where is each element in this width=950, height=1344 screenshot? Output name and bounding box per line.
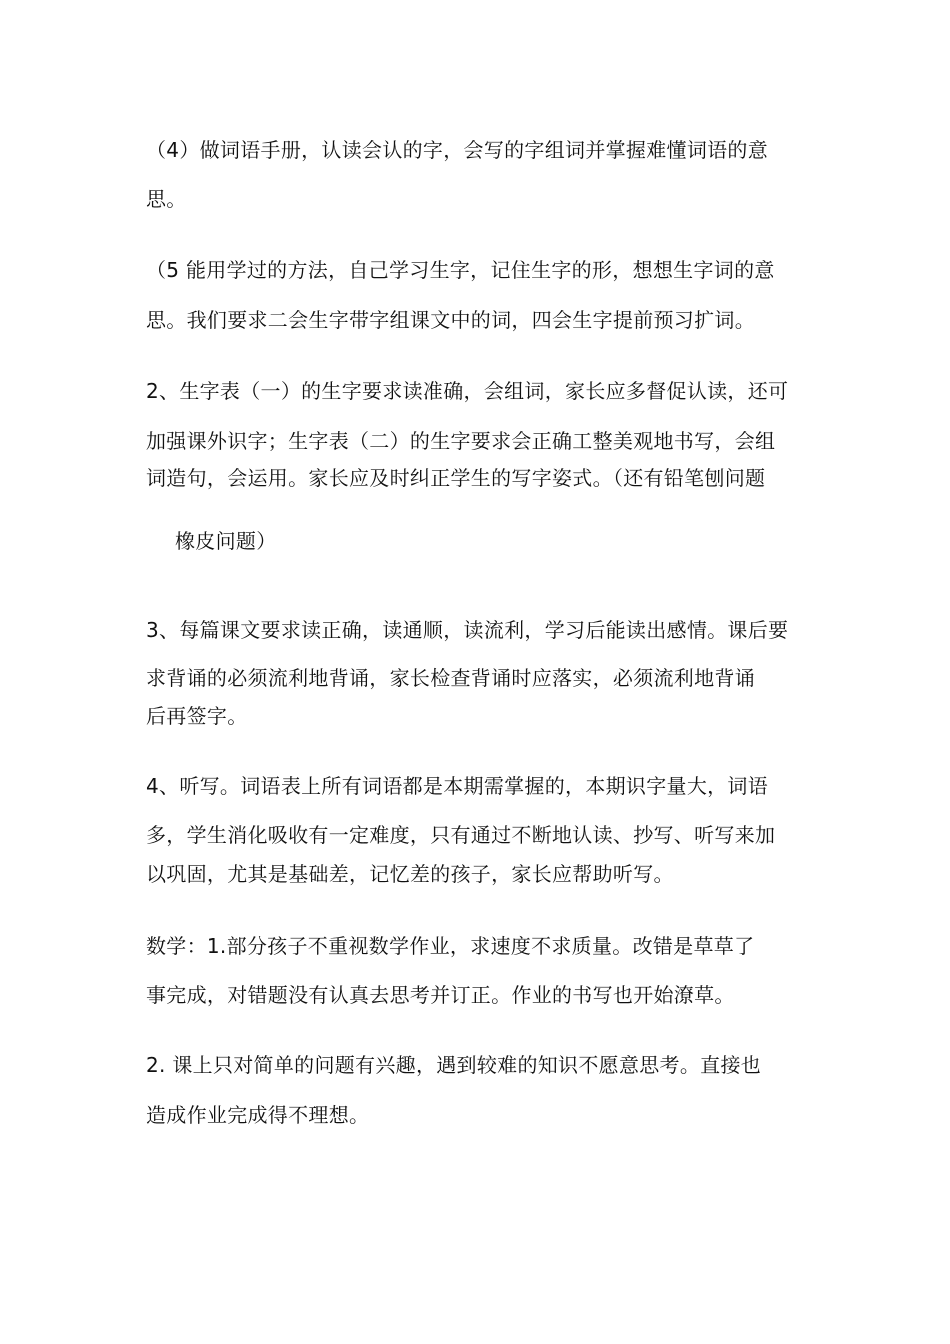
text-line: 3、每篇课文要求读正确，读通顺，读流利，学习后能读出感情。课后要: [146, 618, 789, 642]
text-line: 加强课外识字；生字表（二）的生字要求会正确工整美观地书写，会组: [146, 429, 776, 453]
text-line: 求背诵的必须流利地背诵，家长检查背诵时应落实，必须流利地背诵: [146, 666, 755, 690]
text-line: 橡皮问题）: [175, 529, 277, 553]
text-line: 后再签字。: [146, 704, 248, 728]
text-line: 造成作业完成得不理想。: [146, 1103, 370, 1127]
text-line: 数学：1.部分孩子不重视数学作业，求速度不求质量。改错是草草了: [146, 934, 755, 958]
text-line: 词造句，会运用。家长应及时纠正学生的写字姿式。（还有铅笔刨问题: [146, 466, 766, 490]
text-line: 事完成，对错题没有认真去思考并订正。作业的书写也开始潦草。: [146, 983, 735, 1007]
text-line: 多，学生消化吸收有一定难度，只有通过不断地认读、抄写、听写来加: [146, 823, 776, 847]
text-line: 2、生字表（一）的生字要求读准确，会组词，家长应多督促认读，还可: [146, 379, 789, 403]
text-line: （5 能用学过的方法，自己学习生字，记住生字的形，想想生字词的意: [146, 258, 775, 282]
text-line: 4、听写。词语表上所有词语都是本期需掌握的，本期识字量大，词语: [146, 774, 769, 798]
text-line: 思。: [146, 187, 187, 211]
text-line: 2. 课上只对简单的问题有兴趣，遇到较难的知识不愿意思考。直接也: [146, 1053, 762, 1077]
text-line: （4）做词语手册，认读会认的字，会写的字组词并掌握难懂词语的意: [146, 138, 769, 162]
text-line: 思。我们要求二会生字带字组课文中的词，四会生字提前预习扩词。: [146, 308, 755, 332]
text-line: 以巩固，尤其是基础差，记忆差的孩子，家长应帮助听写。: [146, 862, 674, 886]
